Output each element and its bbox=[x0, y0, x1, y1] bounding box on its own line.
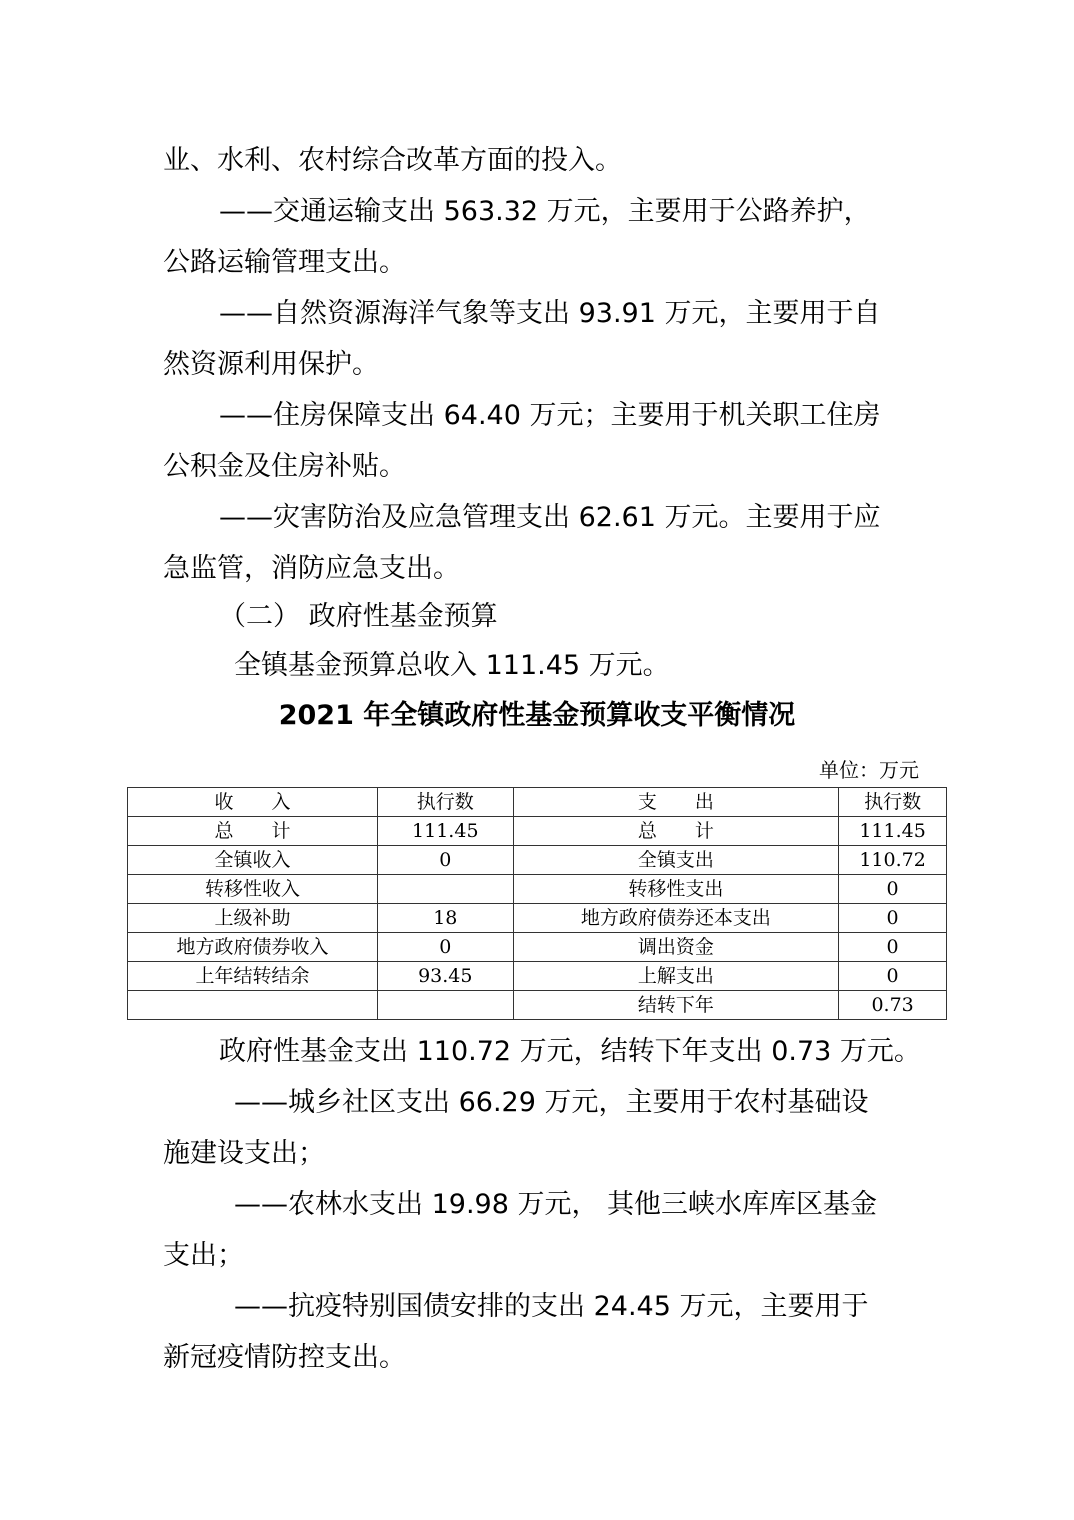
table-row bbox=[128, 875, 947, 904]
income-amount: 0 bbox=[377, 933, 513, 962]
expense-amount: 0 bbox=[839, 875, 947, 904]
income-amount bbox=[377, 875, 513, 904]
expense-item: 全镇支出 bbox=[513, 846, 839, 875]
paragraph-line: 公积金及住房补贴。 bbox=[163, 451, 406, 482]
expense-item: 总 计 bbox=[513, 817, 839, 846]
paragraph-line: ——自然资源海洋气象等支出 93.91 万元，主要用于自 bbox=[219, 298, 881, 329]
header-expense-amount: 执行数 bbox=[839, 788, 947, 817]
table-row bbox=[128, 933, 947, 962]
header-income: 收 入 bbox=[128, 788, 378, 817]
paragraph-line: ——住房保障支出 64.40 万元；主要用于机关职工住房 bbox=[219, 400, 881, 431]
table-header-row bbox=[128, 788, 947, 817]
header-income-amount: 执行数 bbox=[377, 788, 513, 817]
paragraph-line: ——灾害防治及应急管理支出 62.61 万元。主要用于应 bbox=[219, 502, 881, 533]
table-row bbox=[128, 846, 947, 875]
paragraph-line: ——抗疫特别国债安排的支出 24.45 万元，主要用于 bbox=[234, 1291, 869, 1322]
income-item: 地方政府债券收入 bbox=[128, 933, 378, 962]
paragraph-line: 全镇基金预算总收入 111.45 万元。 bbox=[234, 650, 670, 681]
paragraph-line: 然资源利用保护。 bbox=[163, 349, 379, 380]
income-item: 全镇收入 bbox=[128, 846, 378, 875]
table-row bbox=[128, 962, 947, 991]
expense-amount: 0 bbox=[839, 962, 947, 991]
budget-table bbox=[127, 787, 947, 1020]
expense-item: 上解支出 bbox=[513, 962, 839, 991]
unit-label: 单位：万元 bbox=[819, 758, 919, 782]
section-heading: （二） 政府性基金预算 bbox=[219, 601, 498, 632]
income-amount: 111.45 bbox=[377, 817, 513, 846]
paragraph-line: ——城乡社区支出 66.29 万元，主要用于农村基础设 bbox=[234, 1087, 869, 1118]
income-item: 上年结转结余 bbox=[128, 962, 378, 991]
table-title: 2021 年全镇政府性基金预算收支平衡情况 bbox=[278, 700, 796, 731]
paragraph-line: 公路运输管理支出。 bbox=[163, 247, 406, 278]
expense-item: 地方政府债券还本支出 bbox=[513, 904, 839, 933]
header-expense: 支 出 bbox=[513, 788, 839, 817]
income-amount: 93.45 bbox=[377, 962, 513, 991]
income-amount: 0 bbox=[377, 846, 513, 875]
expense-amount: 0 bbox=[839, 904, 947, 933]
expense-item: 调出资金 bbox=[513, 933, 839, 962]
income-item: 上级补助 bbox=[128, 904, 378, 933]
income-item bbox=[128, 991, 378, 1020]
income-item: 转移性收入 bbox=[128, 875, 378, 904]
table-row bbox=[128, 817, 947, 846]
expense-amount: 0.73 bbox=[839, 991, 947, 1020]
paragraph-line: ——农林水支出 19.98 万元， 其他三峡水库库区基金 bbox=[234, 1189, 878, 1220]
paragraph-line: 新冠疫情防控支出。 bbox=[163, 1342, 406, 1373]
income-item: 总 计 bbox=[128, 817, 378, 846]
expense-amount: 0 bbox=[839, 933, 947, 962]
paragraph-line: 政府性基金支出 110.72 万元，结转下年支出 0.73 万元。 bbox=[219, 1036, 921, 1067]
paragraph-line: 施建设支出； bbox=[163, 1138, 325, 1169]
paragraph-line: ——交通运输支出 563.32 万元，主要用于公路养护， bbox=[219, 196, 871, 227]
expense-amount: 110.72 bbox=[839, 846, 947, 875]
table-row bbox=[128, 991, 947, 1020]
table-row bbox=[128, 904, 947, 933]
income-amount: 18 bbox=[377, 904, 513, 933]
paragraph-line: 急监管，消防应急支出。 bbox=[163, 553, 460, 584]
paragraph-line: 支出； bbox=[163, 1240, 244, 1271]
paragraph-line: 业、水利、农村综合改革方面的投入。 bbox=[163, 145, 622, 176]
expense-amount: 111.45 bbox=[839, 817, 947, 846]
expense-item: 结转下年 bbox=[513, 991, 839, 1020]
expense-item: 转移性支出 bbox=[513, 875, 839, 904]
income-amount bbox=[377, 991, 513, 1020]
